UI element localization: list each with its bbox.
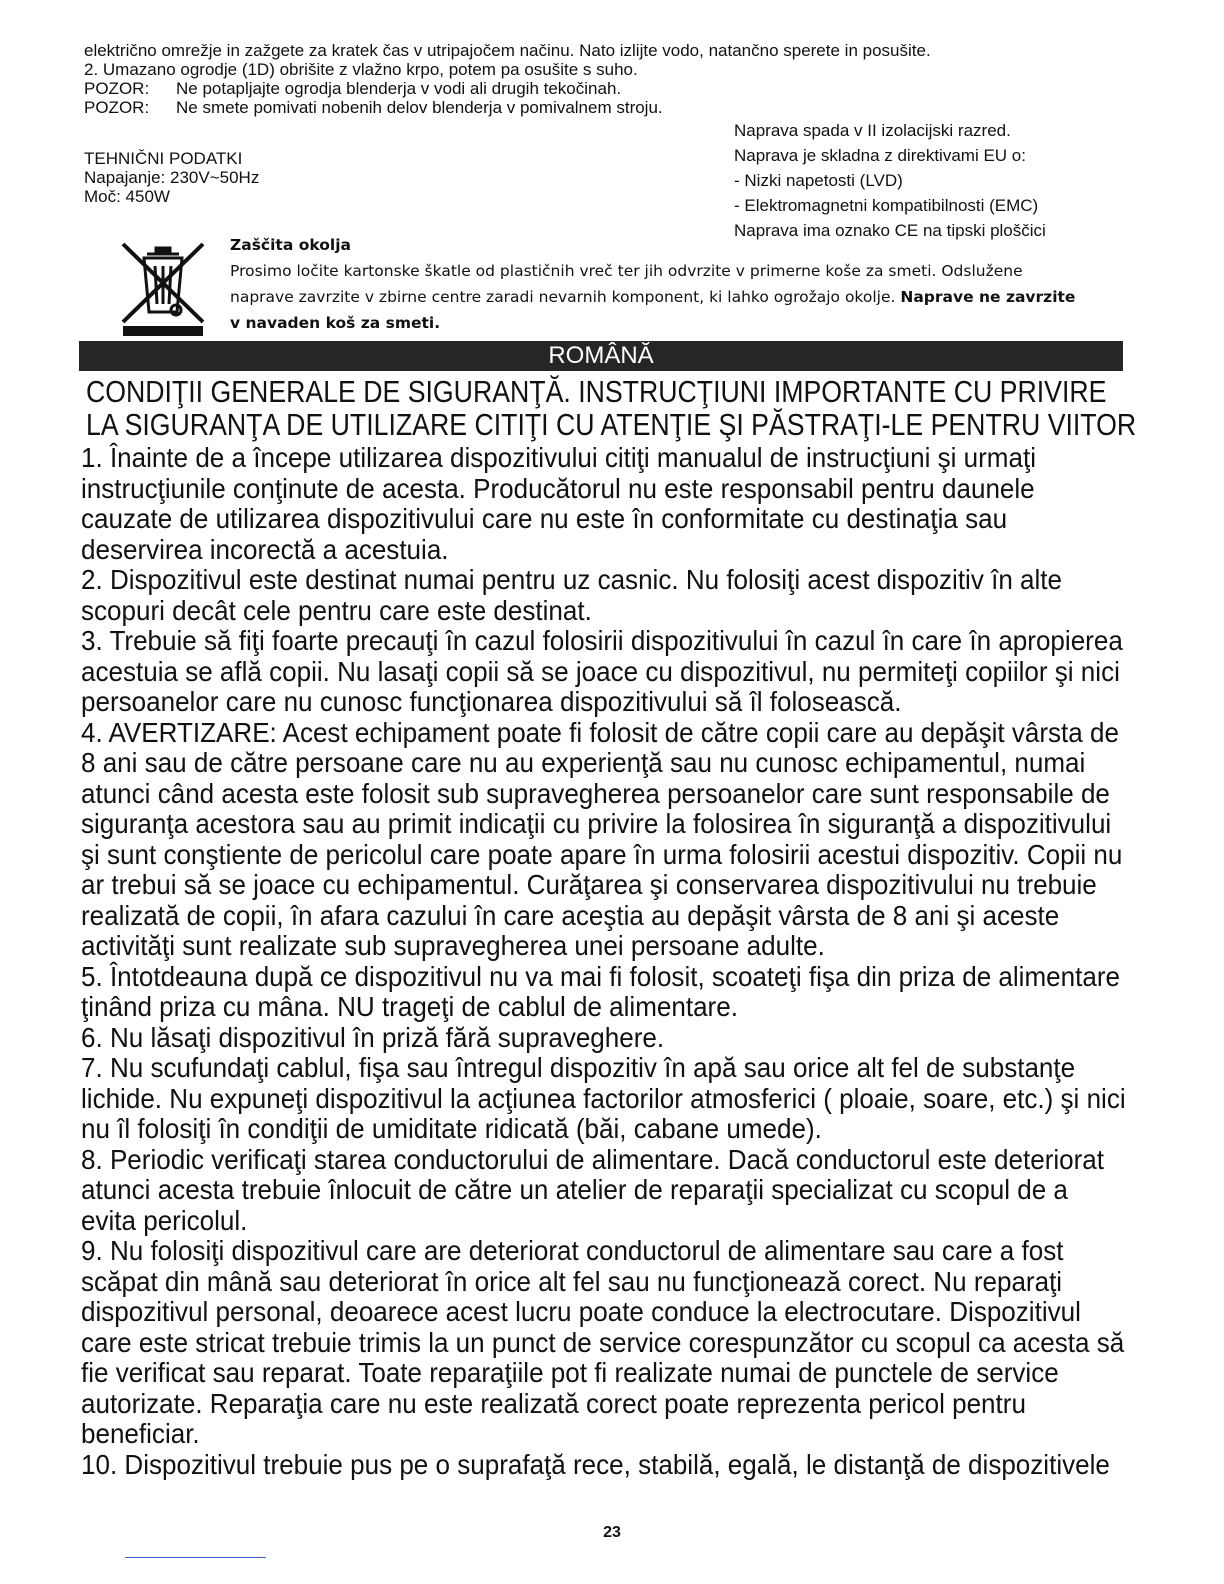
body-line: 1. Înainte de a începe utilizarea dispozitivului citiţi manualul de instrucţiuni şi urmaţi — [81, 442, 1036, 473]
power-rating: Moč: 450W — [84, 187, 170, 206]
safety-heading — [86, 375, 1136, 441]
cleaning-line-1: električno omrežje in zažgete za kratek čas v utripajočem načinu. Nato izlijte vodo, natančno sperete in posušite. — [84, 41, 931, 60]
body-line: siguranţa acestora sau au primit indicaţii cu privire la folosirea în siguranţă a dispozitivului — [81, 808, 1112, 839]
body-line: realizată de copii, în afara cazului în care aceştia au depăşit vârsta de 8 ani şi aceste — [81, 899, 1060, 931]
body-line: 9. Nu folosiţi dispozitivul care are deteriorat conductorul de alimentare sau care a fost — [81, 1235, 1064, 1266]
body-line: şi sunt conştiente de pericolul care poate apare în urma folosirii acestui dispozitiv. Copii nu — [81, 838, 1123, 870]
body-line: scopuri decât cele pentru care este destinat. — [81, 594, 592, 626]
body-line: activităţi sunt realizate sub supravegherea unei persoane adulte. — [81, 930, 825, 961]
power-supply: Napajanje: 230V~50Hz — [84, 168, 260, 187]
warning-2-label: POZOR: — [84, 98, 150, 117]
body-line: lichide. Nu expuneţi dispozitivul la acţiunea factorilor atmosferici ( ploaie, soare, etc.) şi nici — [81, 1082, 1126, 1114]
body-line: beneficiar. — [81, 1418, 200, 1449]
body-line: 8. Periodic verificaţi starea conductorului de alimentare. Dacă conductorul este deteriorat — [81, 1143, 1105, 1175]
body-line: 4. AVERTIZARE: Acest echipament poate fi folosit de către copii care au depăşit vârsta de — [81, 716, 1119, 748]
compliance-line-2: Naprava je skladna z direktivami EU o: — [734, 146, 1026, 165]
crossed-out-wheelie-bin-icon — [120, 238, 206, 338]
body-line: instrucţiunile conţinute de acesta. Producătorul nu este responsabil pentru daunele — [81, 472, 1035, 504]
body-line: atunci când acesta este folosit sub supravegherea persoanelor care sunt responsabile de — [81, 777, 1110, 809]
body-line: care este stricat trebuie trimis la un punct de service corespunzător cu scopul ca acesta să — [81, 1326, 1125, 1358]
warning-2-text: Ne smete pomivati nobenih delov blenderja v pomivalnem stroju. — [176, 98, 663, 117]
safety-heading-line-2: LA SIGURANŢA DE UTILIZARE CITIŢI CU ATENŢIE ŞI PĂSTRAŢI-LE PENTRU VIITOR — [86, 407, 1137, 442]
footer-divider — [125, 1557, 266, 1558]
body-line: 7. Nu scufundaţi cablul, fişa sau întregul dispozitiv în apă sau orice alt fel de substanţe — [81, 1052, 1076, 1083]
body-line: fie verificat sau reparat. Toate reparaţiile pot fi realizate numai de punctele de service — [81, 1357, 1059, 1388]
environment-line-3 — [230, 310, 1142, 336]
body-line: cauzate de utilizarea dispozitivului care nu este în conformitate cu destinaţia sau — [81, 503, 1008, 534]
cleaning-line-2: 2. Umazano ogrodje (1D) obrišite z vlažno krpo, potem pa osušite s suho. — [84, 60, 638, 79]
environment-line-3-bold: v navaden koš za smeti. — [230, 314, 441, 332]
environment-line-2-bold: Naprave ne zavrzite — [900, 288, 1076, 306]
compliance-info — [734, 118, 1046, 243]
body-line: 10. Dispozitivul trebuie pus pe o suprafaţă rece, stabilă, egală, le distanţă de dispozitivele — [81, 1448, 1110, 1480]
body-line: 6. Nu lăsaţi dispozitivul în priză fără supraveghere. — [81, 1021, 665, 1053]
page-number: 23 — [603, 1524, 621, 1541]
warning-1 — [84, 79, 931, 98]
body-line: ţinând priza cu mâna. NU trageţi de cablul de alimentare. — [81, 991, 738, 1022]
environment-line-2 — [230, 284, 1142, 310]
warning-1-text: Ne potapljajte ogrodja blenderja v vodi ali drugih tekočinah. — [176, 79, 622, 98]
body-line: atunci acesta trebuie înlocuit de către un atelier de reparaţii specializat cu scopul de a — [81, 1174, 1068, 1205]
warning-2 — [84, 98, 931, 117]
body-line: persoanelor care nu cunosc funcţionarea dispozitivului să îl folosească. — [81, 686, 902, 717]
body-line: scăpat din mână sau deteriorat în orice alt fel sau nu funcţionează corect. Nu reparaţi — [81, 1265, 1063, 1297]
body-line: 5. Întotdeauna după ce dispozitivul nu va mai fi folosit, scoateţi fişa din priza de alimentare — [81, 960, 1120, 992]
top-cleaning-instructions — [84, 41, 931, 117]
safety-instructions-body — [81, 443, 1126, 1480]
body-line: 8 ani sau de către persoane care nu au experienţă sau nu cunosc echipamentul, numai — [81, 747, 1086, 778]
body-line: 2. Dispozitivul este destinat numai pentru uz casnic. Nu folosiţi acest dispozitiv în alte — [81, 564, 1063, 595]
technical-data — [84, 149, 259, 206]
section-title: ROMÂNĂ — [548, 342, 654, 369]
body-line: autorizate. Reparaţia care nu este realizată corect poate reprezenta pericol pentru — [81, 1387, 1026, 1419]
compliance-line-1: Naprava spada v II izolacijski razred. — [734, 121, 1011, 140]
compliance-line-4: - Elektromagnetni kompatibilnosti (EMC) — [734, 196, 1039, 215]
body-line: evita pericolul. — [81, 1204, 248, 1236]
body-line: acestuia se află copii. Nu lasaţi copii să se joace cu dispozitivul, nu permiteţi copiilor şi nici — [81, 655, 1120, 687]
body-line: nu îl folosiţi în condiţii de umiditate ridicată (băi, cabane umede). — [81, 1113, 822, 1144]
safety-heading-line-1: CONDIŢII GENERALE DE SIGURANŢĂ. INSTRUCŢIUNI IMPORTANTE CU PRIVIRE — [86, 374, 1107, 409]
environment-title: Zaščita okolja — [230, 236, 351, 254]
warning-1-label: POZOR: — [84, 79, 150, 98]
body-line: deservirea incorectă a acestuia. — [81, 533, 449, 565]
compliance-line-3: - Nizki napetosti (LVD) — [734, 171, 903, 190]
technical-data-title: TEHNIČNI PODATKI — [84, 149, 243, 168]
body-line: 3. Trebuie să fiţi foarte precauţi în cazul folosirii dispozitivului în cazul în care în apropierea — [81, 625, 1123, 656]
body-line: dispozitivul personal, deoarece acest lucru poate conduce la electrocutare. Dispozitivul — [81, 1296, 1081, 1327]
section-header-bar — [79, 341, 1123, 371]
environment-line-2-normal: naprave zavrzite v zbirne centre zaradi nevarnih komponent, ki lahko ogrožajo okolje. — [230, 288, 896, 306]
compliance-line-5: Naprava ima oznako CE na tipski ploščici — [734, 221, 1046, 240]
environment-line-1: Prosimo ločite kartonske škatle od plastičnih vreč ter jih odvrzite v primerne koše za smeti. Odslužene — [230, 262, 1023, 280]
body-line: ar trebui să se joace cu echipamentul. Curăţarea şi conservarea dispozitivului nu trebuie — [81, 869, 1097, 900]
